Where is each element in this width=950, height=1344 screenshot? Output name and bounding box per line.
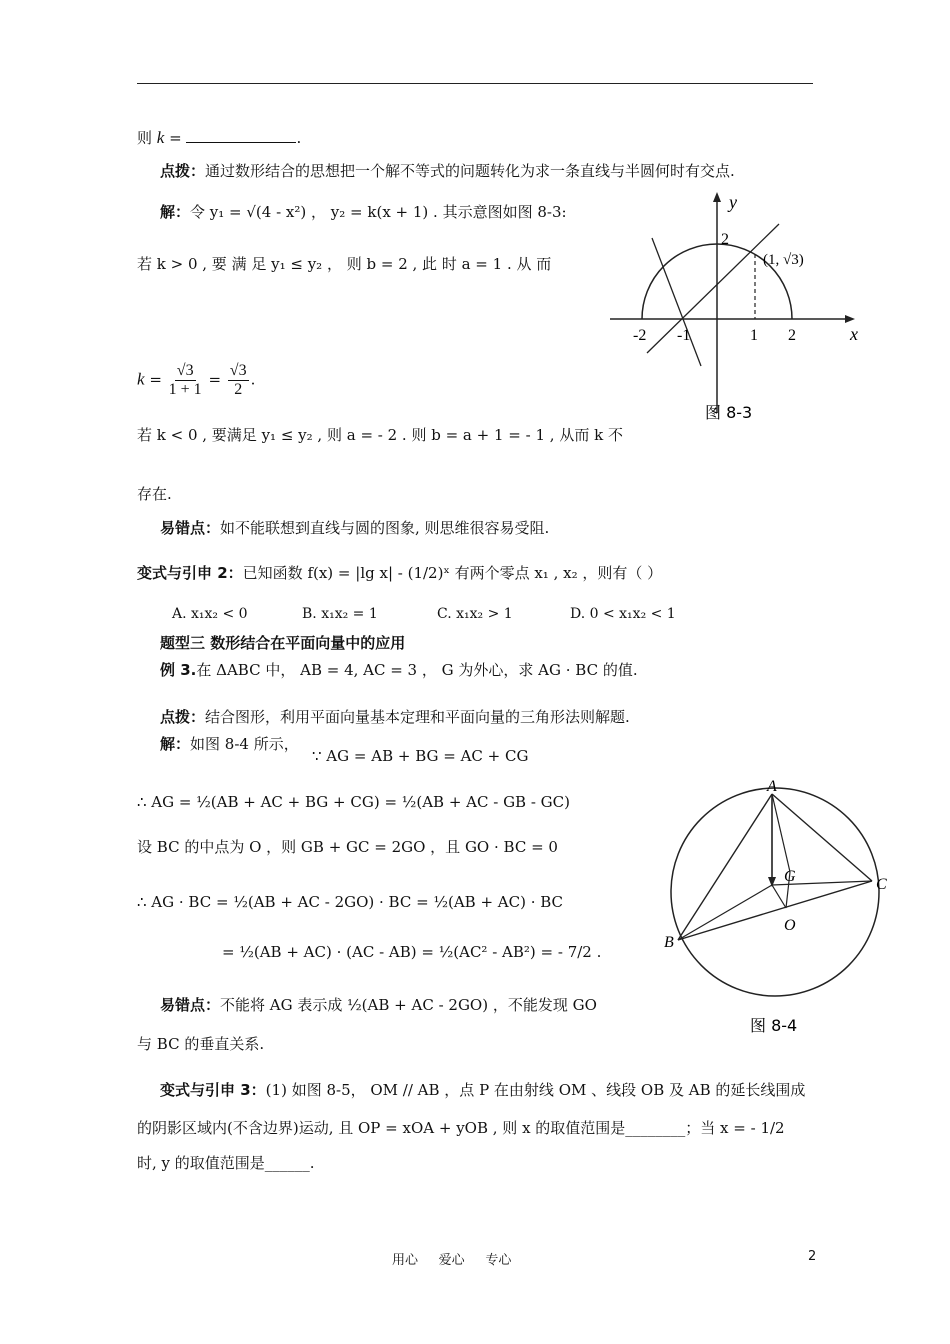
- line-negative-slope: [652, 238, 701, 366]
- page-number-text: 2: [808, 1249, 817, 1264]
- option-d: D. 0 < x₁x₂ < 1: [570, 606, 676, 622]
- therefore-text-1: ∴ AG = ½(AB + AC + BG + CG) = ½(AB + AC - GB - GC): [137, 793, 570, 811]
- y-range-text: 时, y 的取值范围是______.: [137, 1154, 315, 1172]
- exist-line: [137, 484, 172, 504]
- text-line-1: [137, 128, 301, 148]
- label-b: B: [664, 934, 674, 951]
- option-a: A. x₁x₂ < 0: [172, 606, 248, 622]
- solution-text-2: 如图 8-4 所示，: [190, 735, 299, 753]
- variant-2-text: 已知函数 f(x) = |lg x| - (1/2)ˣ 有两个零点 x₁ , x₂ ，则有（ ）: [242, 564, 663, 582]
- pitfall-text-1: 如不能联想到直线与圆的图象, 则思维很容易受阻.: [220, 519, 550, 537]
- x-axis-label: x: [850, 324, 858, 344]
- midpoint-line: [137, 837, 558, 857]
- x-tick-2: 2: [788, 327, 796, 344]
- y-tick-2: 2: [721, 231, 729, 248]
- because-line: [312, 746, 528, 766]
- x-tick-1: 1: [750, 327, 758, 344]
- solution-line: [160, 202, 567, 222]
- case-positive-line: [137, 254, 551, 274]
- region-line: [137, 1118, 785, 1138]
- hint-label: 点拨：: [160, 162, 206, 180]
- segment-gb: [678, 885, 772, 940]
- k-value-line: k = $\frac{√3}{1 + 1}$ = $\frac{√3}{2}$ .: [137, 362, 256, 398]
- side-ab: [678, 794, 772, 940]
- variant-2-label: 变式与引申 2：: [137, 564, 243, 582]
- case-negative-line: [137, 425, 623, 445]
- solution-line-2: [160, 734, 299, 754]
- figure-8-4: [660, 775, 900, 1035]
- variant-3-line: [160, 1080, 805, 1100]
- footer-motto-text: 用心 爱心 专心: [392, 1253, 512, 1268]
- result-text: = ½(AB + AC) · (AC - AB) = ½(AC² - AB²) = - 7/2 .: [222, 943, 602, 961]
- label-o: O: [784, 917, 796, 934]
- segment-a-o: [772, 794, 790, 872]
- case-positive-text: 若 k > 0 , 要 满 足 y₁ ≤ y₂ ， 则 b = 2 , 此 时 a = 1 . 从 而: [137, 255, 552, 273]
- hint-text-2: 结合图形，利用平面向量基本定理和平面向量的三角形法则解题.: [205, 708, 630, 726]
- variant-3-text: (1) 如图 8-5， OM // AB ，点 P 在由射线 OM 、线段 OB 及 AB 的延长线围成: [265, 1081, 806, 1099]
- hint-line-2: [160, 707, 630, 727]
- y-axis-label: y: [729, 192, 737, 212]
- label-g: G: [784, 868, 796, 885]
- y-range-line: [137, 1153, 315, 1173]
- midpoint-text: 设 BC 的中点为 O ，则 GB + GC = 2GO ，且 GO · BC = 0: [137, 838, 558, 856]
- therefore-text-2: ∴ AG · BC = ½(AB + AC - 2GO) · BC = ½(AB + AC) · BC: [137, 893, 564, 911]
- option-c: C. x₁x₂ > 1: [437, 606, 513, 622]
- hint-text: 通过数形结合的思想把一个解不等式的问题转化为求一条直线与半圆何时有交点.: [205, 162, 735, 180]
- section-title: [160, 633, 405, 653]
- y-axis-arrow: [713, 192, 721, 202]
- figure-8-3: [605, 188, 875, 428]
- page-number: [808, 1249, 816, 1264]
- label-c: C: [876, 876, 887, 893]
- label-a: A: [767, 778, 777, 795]
- figure-8-3-caption: 图 8-3: [705, 403, 753, 422]
- because-text: ∵ AG = AB + BG = AC + CG: [312, 747, 529, 765]
- perpendicular-line: [137, 1034, 264, 1054]
- therefore-line-1: [137, 792, 570, 812]
- case-negative-text: 若 k < 0 , 要满足 y₁ ≤ y₂ , 则 a = - 2 . 则 b = a + 1 = - 1 , 从而 k 不: [137, 426, 623, 444]
- section-title-text: 题型三 数形结合在平面向量中的应用: [160, 634, 406, 652]
- example-3-label: 例 3.: [160, 661, 197, 679]
- solution-text: 令 y₁ = √(4 - x²) ， y₂ = k(x + 1) . 其示意图如图 8-3:: [190, 203, 567, 221]
- perpendicular-text: 与 BC 的垂直关系.: [137, 1035, 265, 1053]
- pitfall-label-1: 易错点：: [160, 519, 221, 537]
- example-3-line: [160, 660, 638, 680]
- hint-label-2: 点拨：: [160, 708, 206, 726]
- x-tick-neg2: -2: [633, 327, 647, 344]
- region-text: 的阴影区域内(不含边界)运动, 且 OP = xOA + yOB , 则 x 的取值范围是________；当 x = - 1/2: [137, 1119, 785, 1137]
- pitfall-text-2: 不能将 AG 表示成 ½(AB + AC - 2GO) ，不能发现 GO: [220, 996, 597, 1014]
- hint-line: [160, 161, 735, 181]
- x-tick-neg1: -1: [677, 327, 691, 344]
- pitfall-label-2: 易错点：: [160, 996, 221, 1014]
- pitfall-line-1: [160, 518, 549, 538]
- solution-label-2: 解：: [160, 735, 191, 753]
- circumcircle: [671, 788, 879, 996]
- option-b: B. x₁x₂ = 1: [302, 606, 378, 622]
- result-line: [222, 942, 601, 962]
- x-axis-arrow: [845, 315, 855, 323]
- variant-3-label: 变式与引申 3：: [160, 1081, 266, 1099]
- pitfall-line-2: [160, 995, 597, 1015]
- therefore-line-2: [137, 892, 563, 912]
- figure-8-4-caption: 图 8-4: [750, 1016, 798, 1035]
- example-3-text: 在 ΔABC 中， AB = 4, AC = 3 ， G 为外心，求 AG · BC 的值.: [196, 661, 638, 679]
- line-1-text: 则 k = .: [137, 128, 302, 147]
- variant-2-line: [137, 563, 662, 583]
- solution-label: 解：: [160, 203, 191, 221]
- point-label: (1, √3): [763, 252, 804, 268]
- header-rule: [137, 83, 813, 84]
- exist-text: 存在.: [137, 485, 172, 503]
- footer-motto: [392, 1249, 511, 1268]
- segment-go: [772, 885, 786, 908]
